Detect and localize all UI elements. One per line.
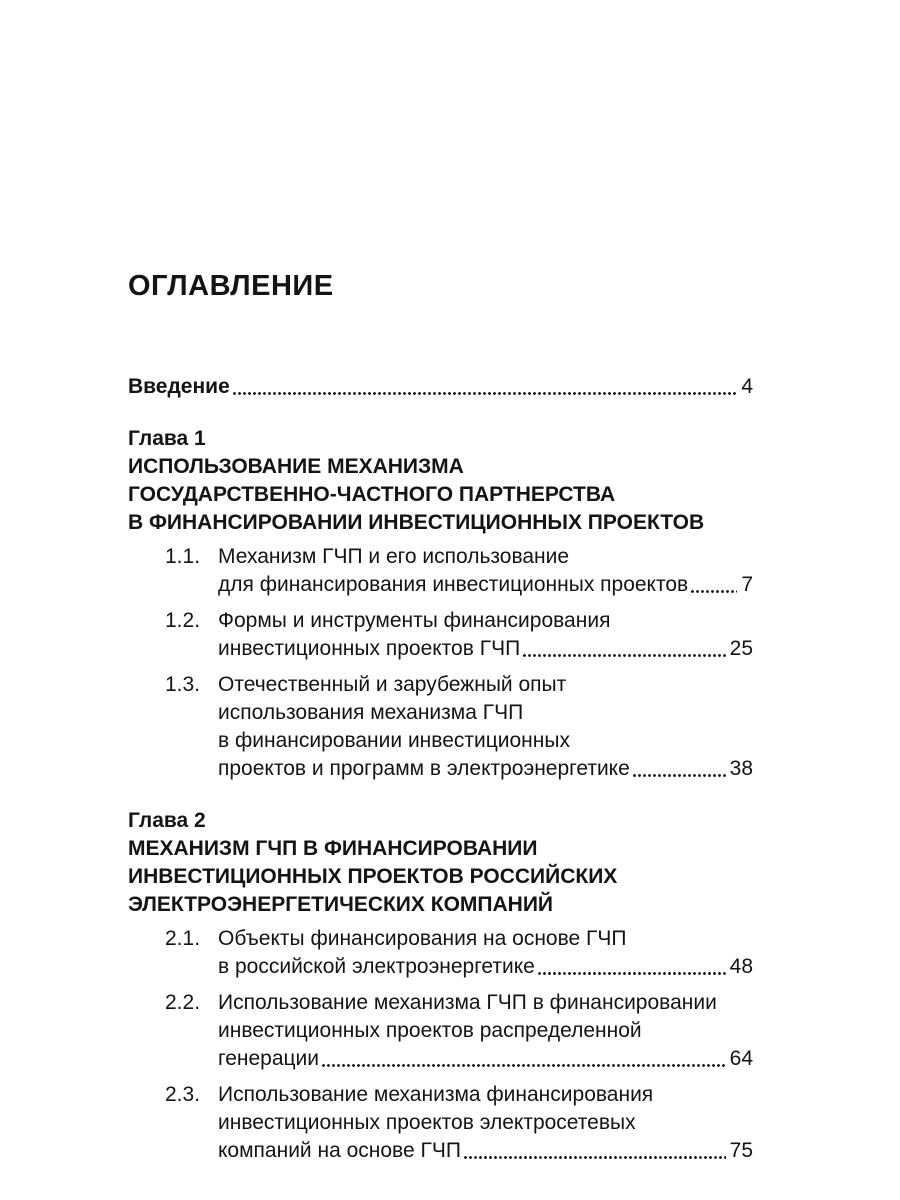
- section-line: в финансировании инвестиционных: [218, 729, 570, 752]
- table-of-contents: [128, 373, 753, 1165]
- section-number: 1.2.: [165, 609, 201, 632]
- dot-leader: [691, 590, 737, 593]
- dot-leader: [633, 774, 726, 777]
- toc-entry-page-number: 4: [741, 375, 753, 398]
- toc-entry-2-1: [128, 925, 753, 981]
- section-text: [218, 671, 753, 783]
- toc-entry-1-3: [128, 671, 753, 783]
- toc-entry-page-number: 38: [729, 757, 753, 780]
- dot-leader: [523, 654, 725, 657]
- section-number: 2.3.: [165, 1083, 201, 1106]
- toc-entry-page-number: 48: [729, 955, 753, 978]
- chapter-title: [128, 835, 753, 919]
- toc-chapter-1: [128, 425, 753, 783]
- section-last-line: [218, 1137, 753, 1165]
- chapter-title-line: ИНВЕСТИЦИОННЫХ ПРОЕКТОВ РОССИЙСКИХ: [128, 865, 618, 888]
- dot-leader: [464, 1156, 726, 1159]
- section-line: Формы и инструменты финансирования: [218, 609, 611, 632]
- section-last-line: [218, 953, 753, 981]
- section-number: 2.1.: [165, 927, 201, 950]
- toc-entry-1-1: [128, 543, 753, 599]
- section-line-text: компаний на основе ГЧП: [218, 1139, 461, 1162]
- section-text: [218, 925, 753, 981]
- section-line: Использование механизма финансирования: [218, 1083, 654, 1106]
- toc-entry-page-number: 25: [729, 637, 753, 660]
- section-text: [218, 1081, 753, 1165]
- dot-leader: [322, 1064, 726, 1067]
- toc-entry-label: Введение: [128, 375, 230, 398]
- toc-entry-2-3: [128, 1081, 753, 1165]
- chapter-title-line: ГОСУДАРСТВЕННО-ЧАСТНОГО ПАРТНЕРСТВА: [128, 483, 616, 506]
- dot-leader: [233, 392, 738, 395]
- section-last-line: [218, 571, 753, 599]
- section-line-text: проектов и программ в электроэнергетике: [218, 757, 630, 780]
- section-last-line: [218, 1045, 753, 1073]
- toc-entry-page-number: 64: [729, 1047, 753, 1070]
- section-line: Механизм ГЧП и его использование: [218, 545, 570, 568]
- toc-entry-page-number: 75: [729, 1139, 753, 1162]
- section-number: 1.3.: [165, 673, 201, 696]
- chapter-title-line: В ФИНАНСИРОВАНИИ ИНВЕСТИЦИОННЫХ ПРОЕКТОВ: [128, 511, 705, 534]
- section-line: Объекты финансирования на основе ГЧП: [218, 927, 627, 950]
- section-line: Использование механизма ГЧП в финансировании: [218, 991, 717, 1014]
- chapter-label: Глава 2: [128, 809, 206, 832]
- chapter-label: Глава 1: [128, 427, 206, 450]
- toc-chapter-2: [128, 807, 753, 1165]
- toc-entry-page-number: 7: [741, 573, 753, 596]
- section-number: 2.2.: [165, 991, 201, 1014]
- chapter-title: [128, 453, 753, 537]
- chapter-title-line: МЕХАНИЗМ ГЧП В ФИНАНСИРОВАНИИ: [128, 837, 538, 860]
- section-line: Отечественный и зарубежный опыт: [218, 673, 567, 696]
- dot-leader: [538, 972, 726, 975]
- toc-entry-introduction: [128, 373, 753, 401]
- toc-entry-1-2: [128, 607, 753, 663]
- section-text: [218, 607, 753, 663]
- section-line-text: в российской электроэнергетике: [218, 955, 535, 978]
- chapter-title-line: ЭЛЕКТРОЭНЕРГЕТИЧЕСКИХ КОМПАНИЙ: [128, 893, 554, 916]
- section-line: использования механизма ГЧП: [218, 701, 524, 724]
- section-last-line: [218, 755, 753, 783]
- chapter-title-line: ИСПОЛЬЗОВАНИЕ МЕХАНИЗМА: [128, 455, 464, 478]
- section-number: 1.1.: [165, 545, 201, 568]
- section-line-text: для финансирования инвестиционных проектов: [218, 573, 689, 596]
- section-line: инвестиционных проектов распределенной: [218, 1019, 642, 1042]
- toc-entry-2-2: [128, 989, 753, 1073]
- section-last-line: [218, 635, 753, 663]
- section-line: инвестиционных проектов электросетевых: [218, 1111, 636, 1134]
- page-title: ОГЛАВЛЕНИЕ: [128, 270, 334, 302]
- section-line-text: генерации: [218, 1047, 320, 1070]
- section-text: [218, 543, 753, 599]
- section-text: [218, 989, 753, 1073]
- section-line-text: инвестиционных проектов ГЧП: [218, 637, 521, 660]
